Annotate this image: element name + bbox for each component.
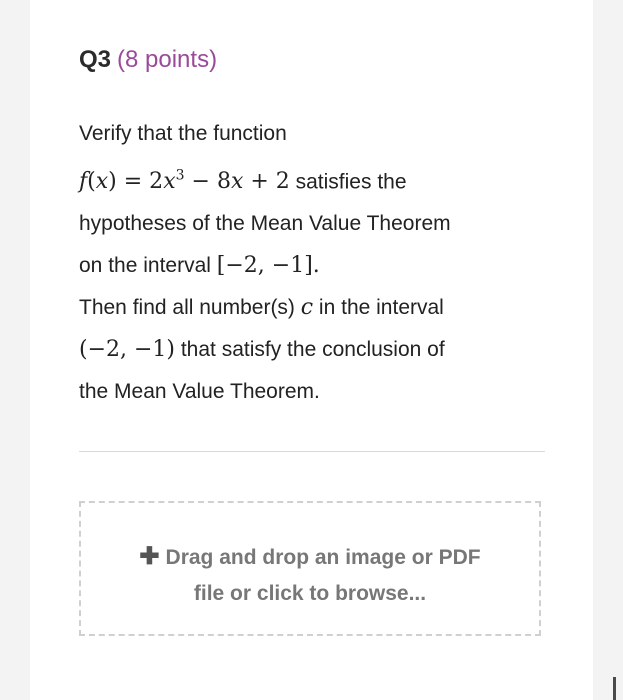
plus-icon: ✚ (139, 543, 160, 570)
variable-c: c (300, 295, 314, 321)
question-number: Q3 (79, 46, 112, 73)
body-line-3: hypotheses of the Mean Value Theorem (79, 212, 451, 236)
scrollbar-handle[interactable] (613, 677, 616, 700)
body-line-2: $f(x) = 2x^3 - 8x + 2$ satisfies the (79, 168, 407, 195)
question-points: (8 points) (117, 46, 218, 73)
divider (79, 451, 545, 452)
body-line-7: the Mean Value Theorem. (79, 380, 320, 404)
upload-instructions: ✚ Drag and drop an image or PDF file or click to browse... (139, 543, 481, 605)
question-body (79, 113, 559, 413)
body-line-1: Verify that the function (79, 122, 287, 145)
function-formula: $f(x) = 2x^3 - 8x + 2$ (79, 168, 290, 195)
file-upload-dropzone[interactable] (79, 501, 541, 636)
body-line-4: on the interval [−2, −1]. (79, 253, 320, 279)
open-interval: (−2, −1) (79, 337, 176, 363)
body-line-6: (−2, −1) that satisfy the conclusion of (79, 337, 445, 363)
question-title (79, 46, 217, 74)
body-line-5: Then find all number(s) c in the interval (79, 295, 444, 321)
question-card (30, 0, 593, 700)
closed-interval: [−2, −1]. (216, 253, 320, 279)
